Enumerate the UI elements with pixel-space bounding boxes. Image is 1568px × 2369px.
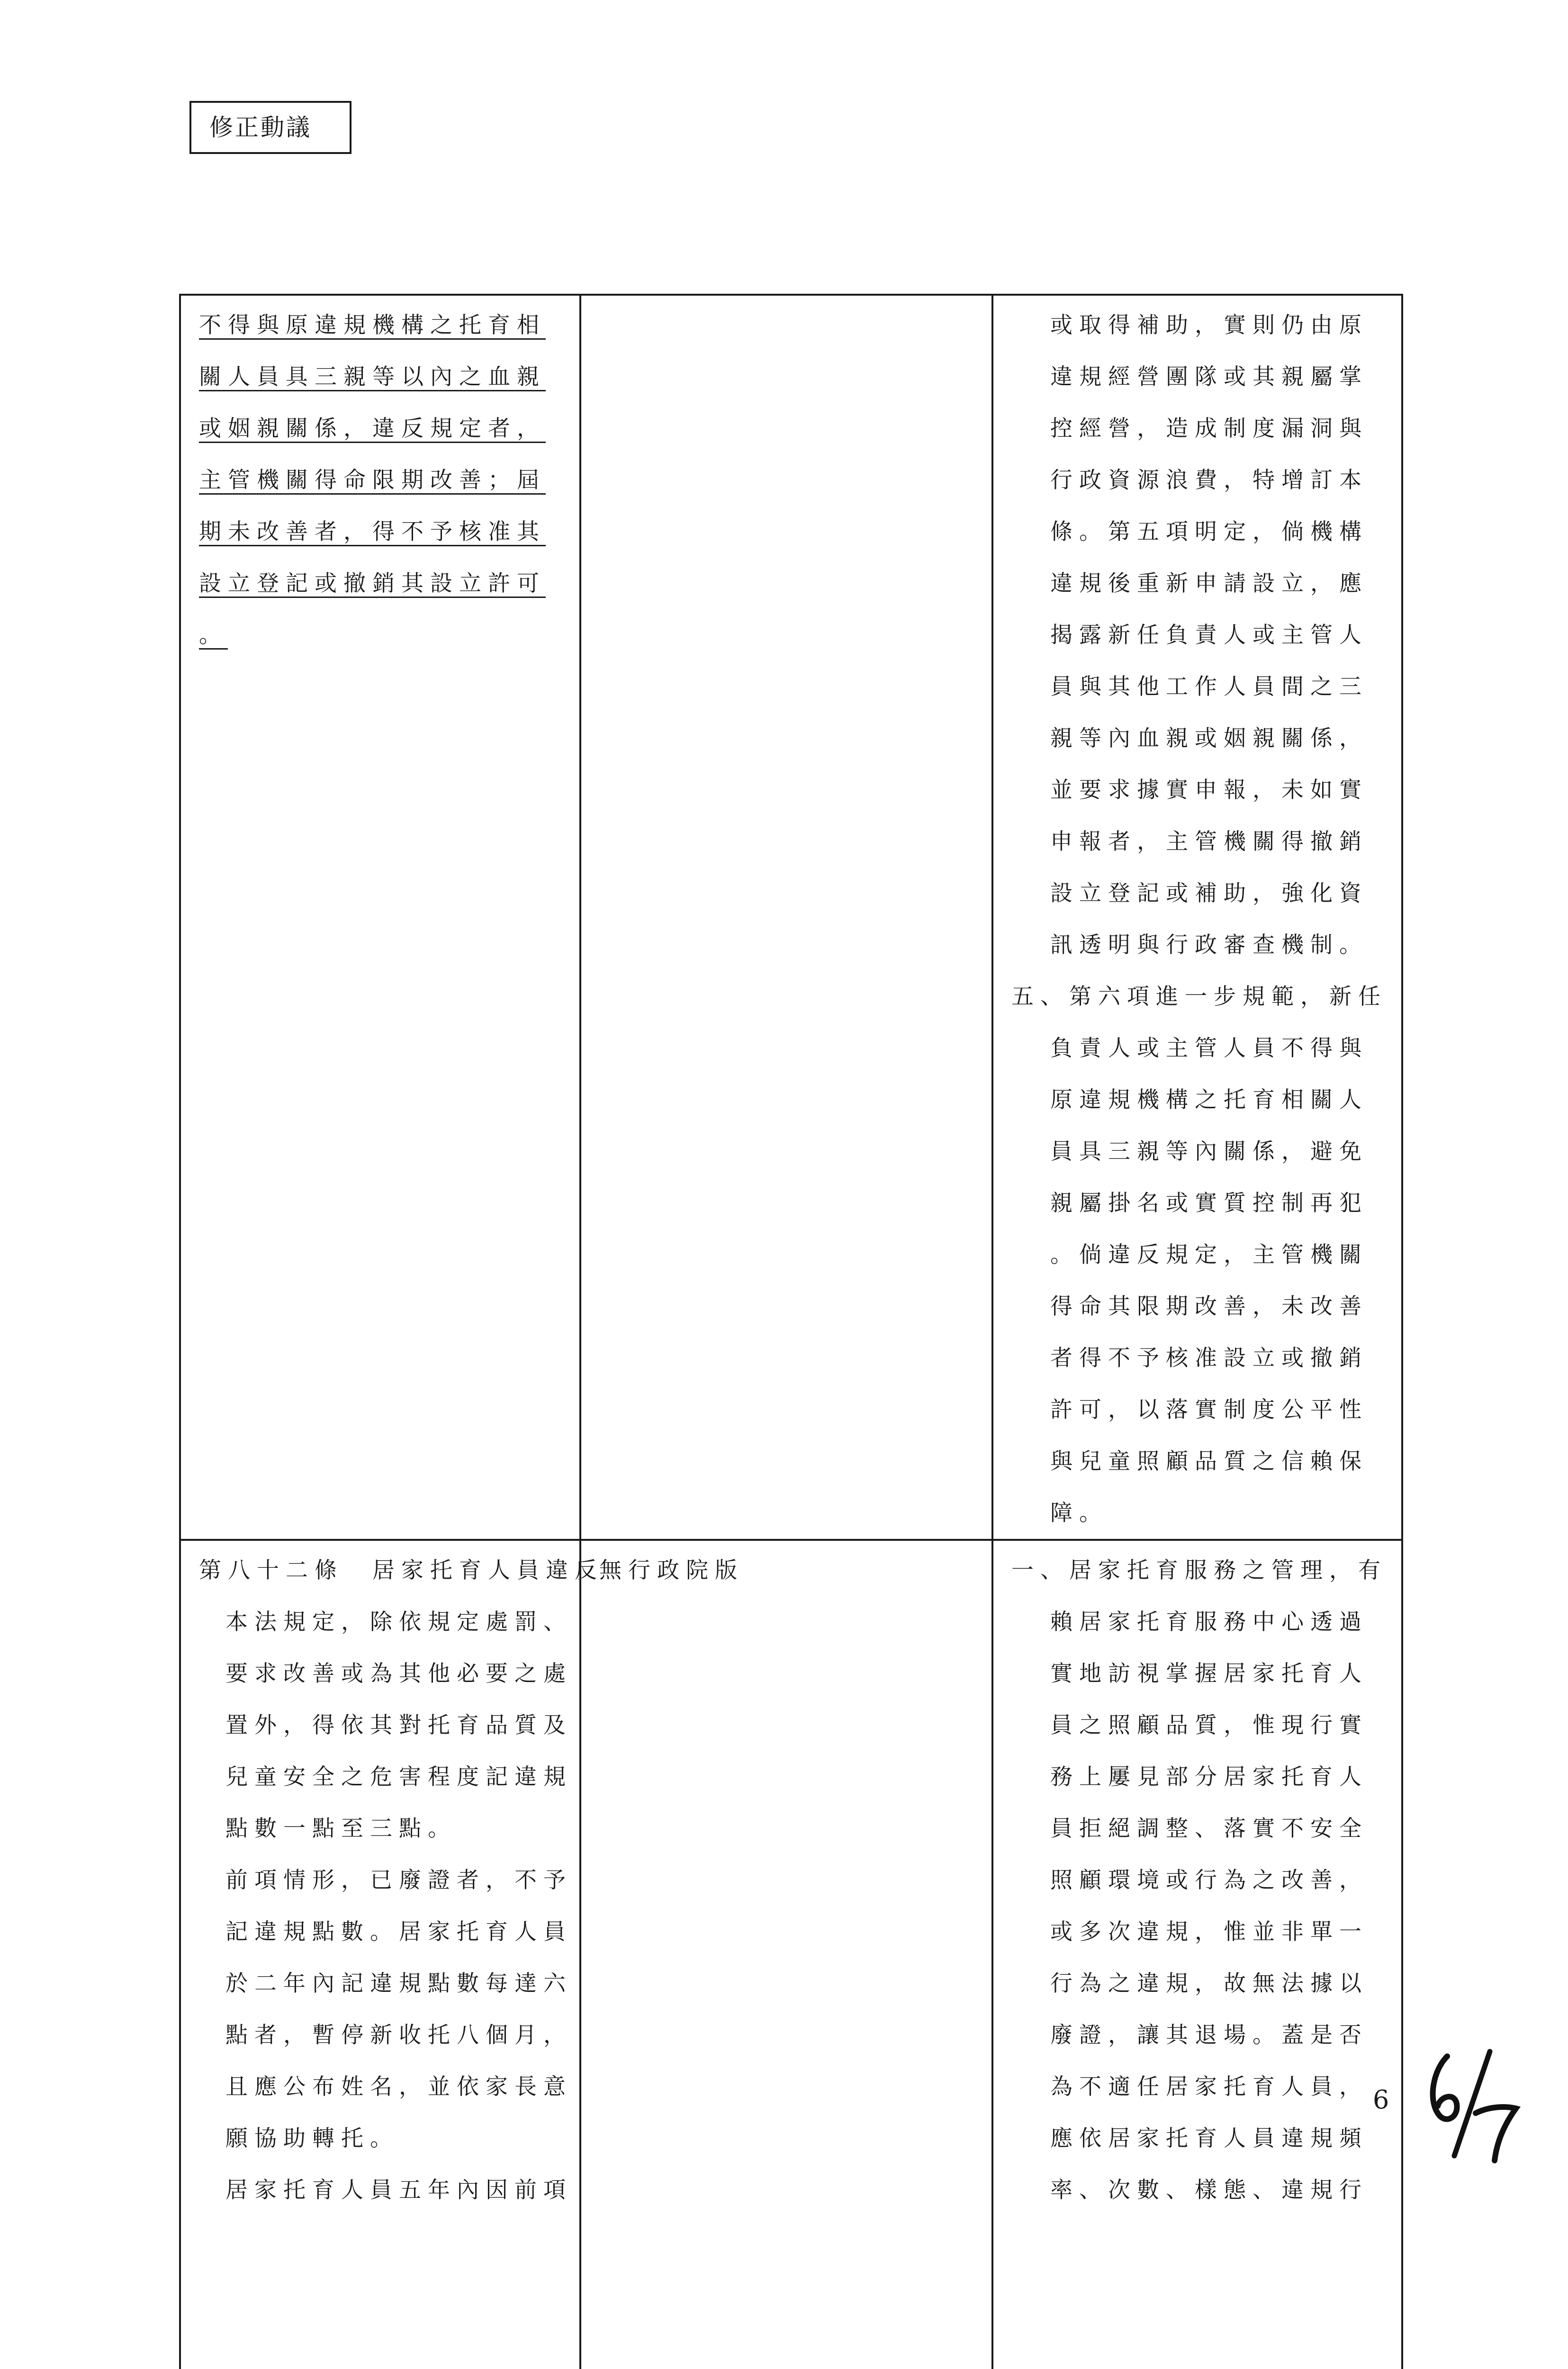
text-line: 行為之違規，故無法據以 xyxy=(1050,1971,1368,1997)
text-line: 揭露新任負責人或主管人 xyxy=(1050,622,1368,648)
text-line: 設立登記或補助，強化資 xyxy=(1050,880,1368,906)
text-line: 原違規機構之托育相關人 xyxy=(1050,1087,1368,1113)
text-line: 照顧環境或行為之改善， xyxy=(1050,1867,1368,1893)
text-line: 。 xyxy=(199,622,228,648)
table-row xyxy=(180,1540,1402,2369)
text-line: 員具三親等內關係，避免 xyxy=(1050,1139,1368,1165)
text-line: 且應公布姓名，並依家長意 xyxy=(225,2074,572,2100)
executive-version-cell xyxy=(580,295,992,1540)
text-line: 控經營，造成制度漏洞與 xyxy=(1050,416,1368,442)
text-line: 期未改善者，得不予核准其 xyxy=(199,519,546,545)
text-line: 居家托育人員五年內因前項 xyxy=(225,2177,572,2203)
text-line: 並要求據實申報，未如實 xyxy=(1050,777,1368,803)
explanation-cell xyxy=(992,1540,1402,2369)
text-line: 違規後重新申請設立，應 xyxy=(1050,570,1368,597)
article-82-heading: 第八十二條 居家托育人員違反 xyxy=(199,1557,604,1583)
text-line: 關人員具三親等以內之血親 xyxy=(199,364,546,390)
text-line: 親屬掛名或實質控制再犯 xyxy=(1050,1190,1368,1216)
text-line: 於二年內記違規點數每達六 xyxy=(225,1971,572,1997)
comparison-table xyxy=(179,294,1403,2369)
proposal-text-cell xyxy=(180,1540,604,2369)
no-executive-version-text: 無行政院版 xyxy=(599,1557,744,1583)
text-line: 者得不予核准設立或撤銷 xyxy=(1050,1345,1368,1371)
text-line: 行政資源浪費，特增訂本 xyxy=(1050,467,1368,493)
text-line: 或取得補助，實則仍由原 xyxy=(1050,312,1368,338)
text-line: 違規經營團隊或其親屬掌 xyxy=(1050,364,1368,390)
text-line: 實地訪視掌握居家托育人 xyxy=(1050,1661,1368,1687)
text-line: 或多次違規，惟並非單一 xyxy=(1050,1919,1368,1945)
text-line: 訊透明與行政審查機制。 xyxy=(1050,932,1368,958)
text-line: 為不適任居家托育人員， xyxy=(1050,2074,1368,2100)
executive-version-cell xyxy=(580,1540,992,2369)
list-item-five: 五、第六項進一步規範，新任 xyxy=(1011,984,1387,1010)
text-line: 務上屢見部分居家托育人 xyxy=(1050,1764,1368,1790)
text-line: 點數一點至三點。 xyxy=(225,1816,457,1842)
list-item-one: 一、居家托育服務之管理，有 xyxy=(1011,1557,1387,1583)
text-line: 廢證，讓其退場。蓋是否 xyxy=(1050,2022,1368,2048)
text-line: 或姻親關係，違反規定者， xyxy=(199,416,546,442)
explanation-cell xyxy=(992,295,1402,1540)
text-line: 親等內血親或姻親關係， xyxy=(1050,725,1368,751)
text-line: 願協助轉托。 xyxy=(225,2125,399,2152)
text-line: 率、次數、樣態、違規行 xyxy=(1050,2177,1368,2203)
handwritten-page-mark-icon xyxy=(1419,2042,1528,2165)
text-line: 主管機關得命限期改善；屆 xyxy=(199,467,546,493)
text-line: 員拒絕調整、落實不安全 xyxy=(1050,1816,1368,1842)
amendment-motion-label: 修正動議 xyxy=(189,101,351,154)
text-line: 條。第五項明定，倘機構 xyxy=(1050,519,1368,545)
text-line: 置外，得依其對托育品質及 xyxy=(225,1712,572,1738)
text-line: 應依居家托育人員違規頻 xyxy=(1050,2125,1368,2152)
text-line: 記違規點數。居家托育人員 xyxy=(225,1919,572,1945)
text-line: 障。 xyxy=(1050,1500,1108,1526)
text-line: 負責人或主管人員不得與 xyxy=(1050,1035,1368,1061)
text-line: 前項情形，已廢證者，不予 xyxy=(225,1867,572,1893)
text-line: 賴居家托育服務中心透過 xyxy=(1050,1609,1368,1635)
text-line: 與兒童照顧品質之信賴保 xyxy=(1050,1448,1368,1474)
text-line: 點者，暫停新收托八個月， xyxy=(225,2022,572,2048)
text-line: 得命其限期改善，未改善 xyxy=(1050,1293,1368,1320)
text-line: 要求改善或為其他必要之處 xyxy=(225,1661,572,1687)
page-number: 6 xyxy=(1373,2085,1389,2115)
text-line: 員與其他工作人員間之三 xyxy=(1050,674,1368,700)
proposal-text-cell xyxy=(180,295,580,1540)
table-row xyxy=(180,295,1402,1540)
text-line: 兒童安全之危害程度記違規 xyxy=(225,1764,572,1790)
text-line: 設立登記或撤銷其設立許可 xyxy=(199,570,546,597)
text-line: 許可，以落實制度公平性 xyxy=(1050,1397,1368,1423)
text-line: 。倘違反規定，主管機關 xyxy=(1050,1242,1368,1268)
text-line: 不得與原違規機構之托育相 xyxy=(199,312,546,338)
text-line: 申報者，主管機關得撤銷 xyxy=(1050,829,1368,855)
text-line: 員之照顧品質，惟現行實 xyxy=(1050,1712,1368,1738)
text-line: 本法規定，除依規定處罰、 xyxy=(225,1609,572,1635)
